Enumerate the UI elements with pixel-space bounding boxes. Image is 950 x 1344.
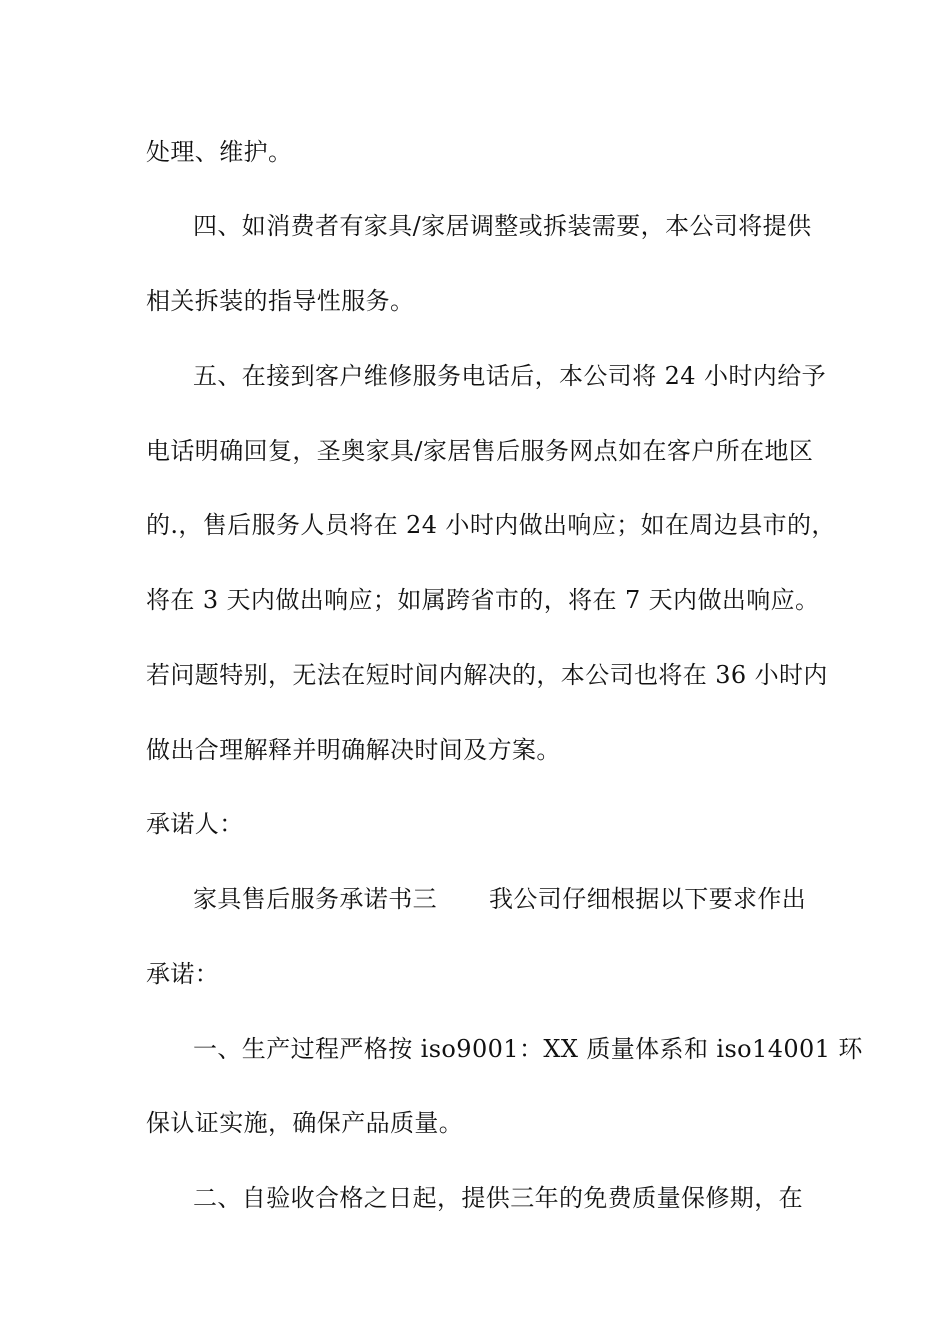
paragraph-line: 相关拆装的指导性服务。 xyxy=(146,287,415,315)
paragraph-line: 五、在接到客户维修服务电话后，本公司将 24 小时内给予 xyxy=(193,362,826,390)
paragraph-line: 一、生产过程严格按 iso9001：XX 质量体系和 iso14001 环 xyxy=(193,1035,863,1063)
signatory-label: 承诺人： xyxy=(146,810,244,838)
paragraph-line: 若问题特别，无法在短时间内解决的，本公司也将在 36 小时内 xyxy=(146,661,828,689)
paragraph-line: 二、自验收合格之日起，提供三年的免费质量保修期，在 xyxy=(193,1184,803,1212)
paragraph-line: 承诺： xyxy=(146,960,220,988)
paragraph-line: 将在 3 天内做出响应；如属跨省市的，将在 7 天内做出响应。 xyxy=(146,586,820,614)
section-title: 家具售后服务承诺书三 xyxy=(193,885,437,913)
section-heading-line xyxy=(193,879,873,919)
paragraph-line: 四、如消费者有家具/家居调整或拆装需要，本公司将提供 xyxy=(193,212,812,240)
paragraph-line: 做出合理解释并明确解决时间及方案。 xyxy=(146,736,561,764)
paragraph-text: 我公司仔细根据以下要求作出 xyxy=(489,885,807,913)
paragraph-line: 处理、维护。 xyxy=(146,138,293,166)
paragraph-line: 电话明确回复，圣奥家具/家居售后服务网点如在客户所在地区 xyxy=(146,437,814,465)
paragraph-line: 的.，售后服务人员将在 24 小时内做出响应；如在周边县市的， xyxy=(146,511,836,539)
paragraph-line: 保认证实施，确保产品质量。 xyxy=(146,1109,464,1137)
